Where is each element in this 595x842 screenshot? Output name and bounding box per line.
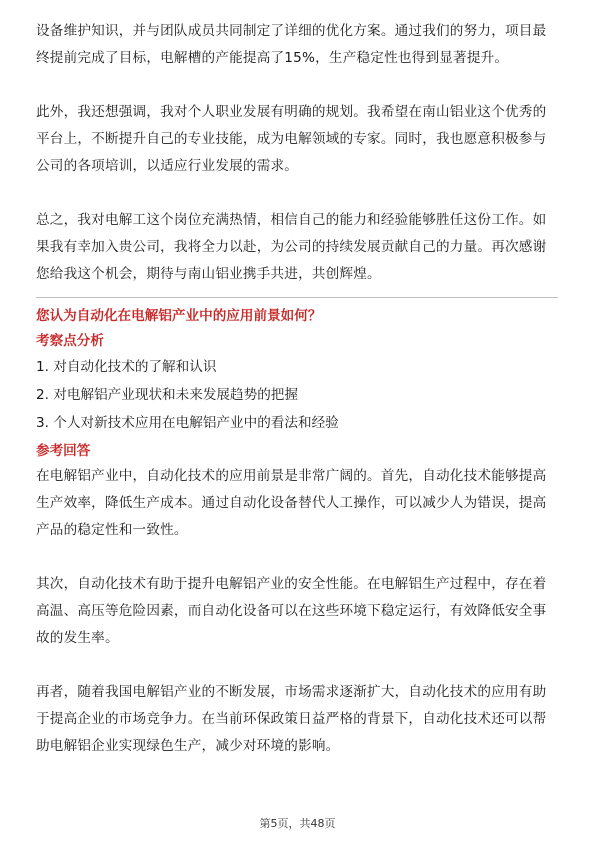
analysis-item-2: 2. 对电解铝产业现状和未来发展趋势的把握 xyxy=(36,387,298,403)
answer-paragraph-1: 在电解铝产业中，自动化技术的应用前景是非常广阔的。首先，自动化技术能够提高生产效率，降低生产成本。通过自动化设备替代人工操作，可以减少人为错误，提高产品的稳定性和一致性。 xyxy=(36,468,547,538)
intro-paragraph-3: 总之，我对电解工这个岗位充满热情，相信自己的能力和经验能够胜任这份工作。如果我有幸加入贵公司，我将全力以赴，为公司的持续发展贡献自己的力量。再次感谢您给我这个机会，期待与南山铝业携手共进，共创辉煌。 xyxy=(36,212,547,282)
document-page xyxy=(36,18,558,760)
answer-paragraph-3: 再者，随着我国电解铝产业的不断发展，市场需求逐渐扩大，自动化技术的应用有助于提高企业的市场竞争力。在当前环保政策日益严格的背景下，自动化技术还可以帮助电解铝企业实现绿色生产，减少对环境的影响。 xyxy=(36,684,547,754)
interview-question: 您认为自动化在电解铝产业中的应用前景如何？ xyxy=(36,308,322,324)
analysis-item-3: 3. 个人对新技术应用在电解铝产业中的看法和经验 xyxy=(36,415,339,431)
answer-paragraph-2: 其次，自动化技术有助于提升电解铝产业的安全性能。在电解铝生产过程中，存在着高温、高压等危险因素，而自动化设备可以在这些环境下稳定运行，有效降低安全事故的发生率。 xyxy=(36,576,547,646)
page-number-footer: 第5页，共48页 xyxy=(259,817,336,830)
section-divider xyxy=(36,297,558,298)
answer-title: 参考回答 xyxy=(36,443,91,459)
intro-paragraph-2: 此外，我还想强调，我对个人职业发展有明确的规划。我希望在南山铝业这个优秀的平台上，不断提升自己的专业技能，成为电解领域的专家。同时，我也愿意积极参与公司的各项培训，以适应行业发展的需求。 xyxy=(36,104,547,174)
intro-paragraph-1: 设备维护知识，并与团队成员共同制定了详细的优化方案。通过我们的努力，项目最终提前完成了目标，电解槽的产能提高了15%，生产稳定性也得到显著提升。 xyxy=(36,23,547,66)
analysis-item-1: 1. 对自动化技术的了解和认识 xyxy=(36,359,217,375)
analysis-title: 考察点分析 xyxy=(36,333,104,349)
